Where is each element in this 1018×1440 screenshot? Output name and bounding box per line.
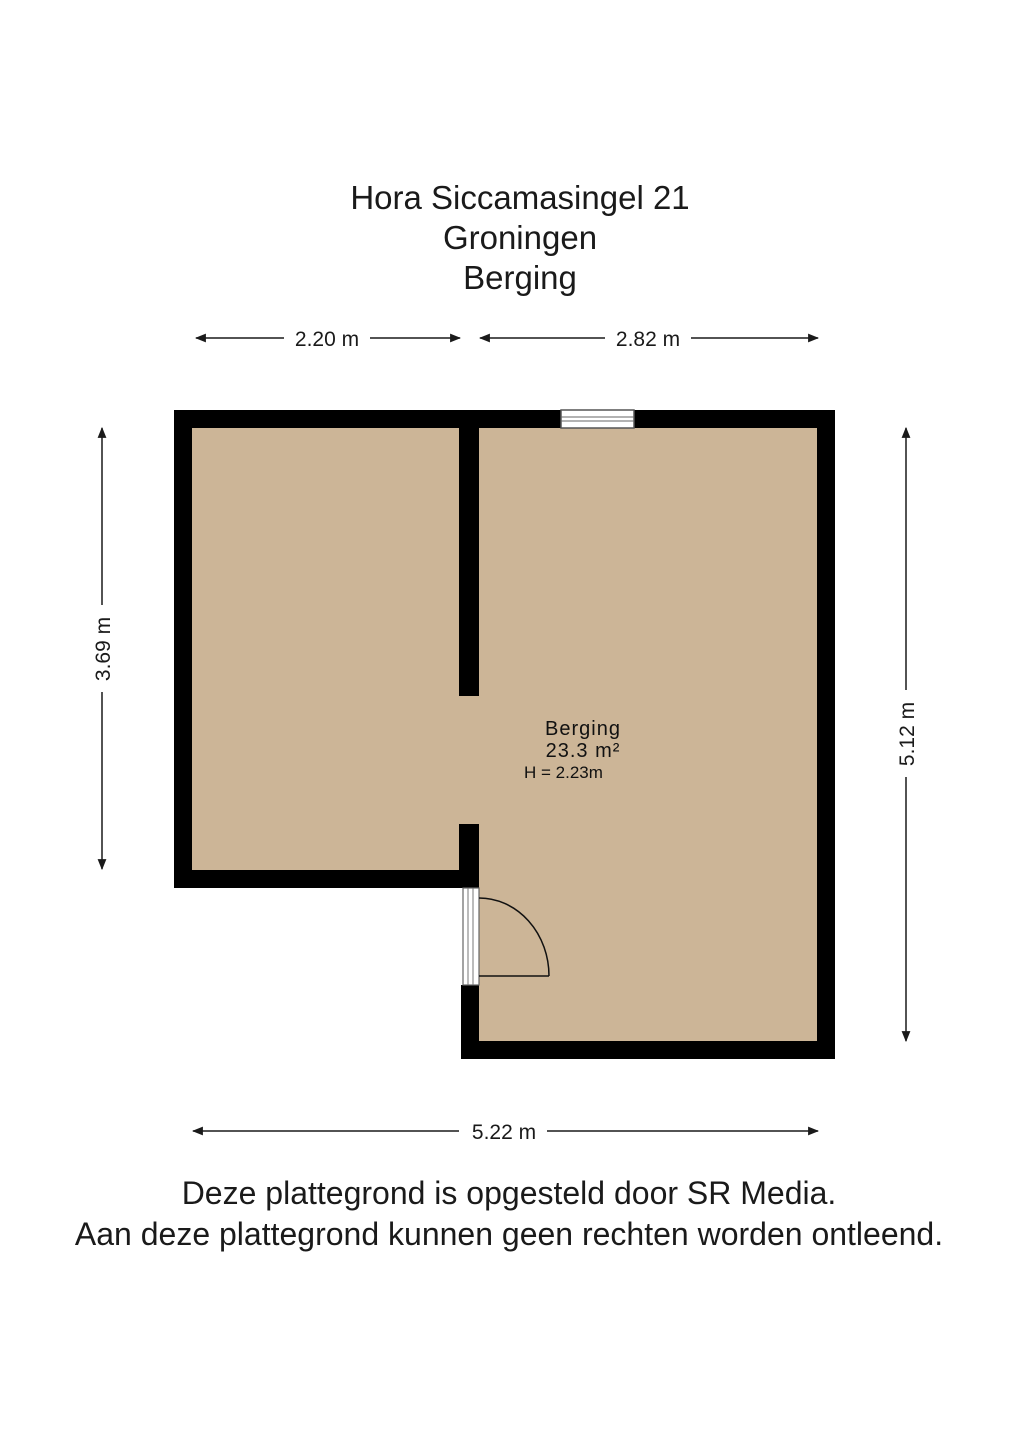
wall-lower-left bbox=[174, 870, 479, 888]
room-height: H = 2.23m bbox=[524, 763, 603, 782]
wall-partition-lower bbox=[459, 824, 479, 888]
wall-top-left bbox=[174, 410, 561, 428]
dimension-top-left bbox=[196, 328, 460, 351]
dimension-label-bottom: 5.22 m bbox=[471, 1121, 537, 1144]
dimension-top-right bbox=[480, 328, 818, 351]
wall-partition-upper bbox=[459, 419, 479, 696]
dimension-label-top-right: 2.82 m bbox=[615, 328, 681, 351]
address-title: Hora Siccamasingel 21 bbox=[350, 179, 690, 216]
room-area: 23.3 m² bbox=[545, 740, 621, 762]
dimension-right bbox=[896, 428, 919, 1041]
city-title: Groningen bbox=[442, 219, 598, 256]
disclaimer-line-2: Aan deze plattegrond kunnen geen rechten worden ontleend. bbox=[74, 1216, 944, 1252]
disclaimer-line-1: Deze plattegrond is opgesteld door SR Media. bbox=[181, 1175, 837, 1211]
dimension-label-right: 5.12 m bbox=[896, 701, 919, 767]
dimension-bottom bbox=[193, 1121, 818, 1144]
wall-bottom bbox=[461, 1041, 835, 1059]
wall-top-right bbox=[634, 410, 835, 428]
room-name: Berging bbox=[545, 718, 621, 740]
dimension-label-left: 3.69 m bbox=[92, 616, 115, 682]
window bbox=[561, 410, 634, 428]
dimension-label-top-left: 2.20 m bbox=[294, 328, 360, 351]
disclaimer bbox=[0, 1173, 1018, 1255]
room-floor bbox=[183, 419, 826, 1050]
floor-title: Berging bbox=[463, 259, 577, 296]
wall-left bbox=[174, 410, 192, 888]
wall-right bbox=[817, 410, 835, 1059]
wall-door-lower bbox=[461, 985, 479, 1059]
dimension-left bbox=[92, 428, 115, 869]
